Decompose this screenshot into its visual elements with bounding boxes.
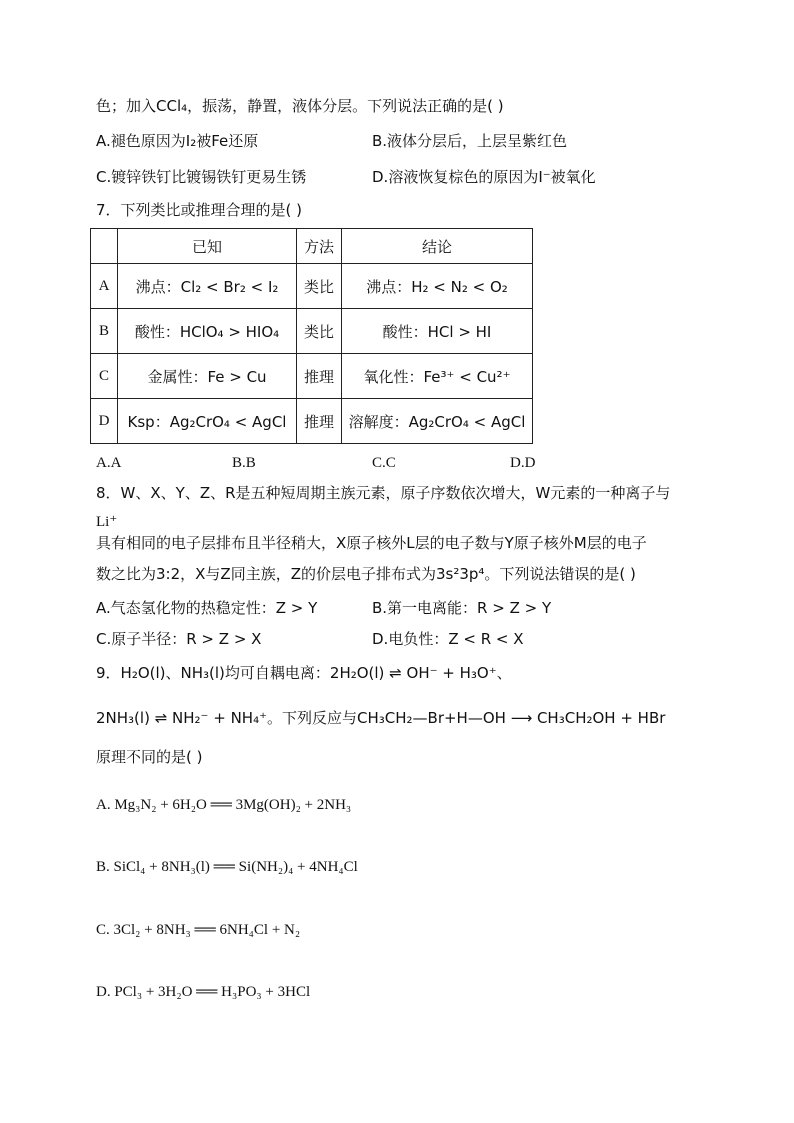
q8-option-a[interactable]: A.气态氢化物的热稳定性：Z > Y bbox=[96, 599, 318, 617]
q6-option-c[interactable]: C.镀锌铁钉比镀锡铁钉更易生锈 bbox=[96, 168, 307, 186]
q9-line-2: 2NH₃(l) ⇌ NH₂⁻ + NH₄⁺。下列反应与CH₃CH₂—Br+H—OH ⟶ CH₃CH₂OH + HBr bbox=[96, 709, 666, 727]
table-header-cell: 结论 bbox=[342, 229, 533, 264]
table-cell: 酸性：HCl > HI bbox=[342, 309, 533, 354]
table-cell: 推理 bbox=[297, 354, 342, 399]
q8-option-c[interactable]: C.原子半径：R > Z > X bbox=[96, 630, 262, 648]
q6-option-a[interactable]: A.褪色原因为I₂被Fe还原 bbox=[96, 132, 259, 150]
q9-line-1: 9．H₂O(l)、NH₃(l)均可自耦电离：2H₂O(l) ⇌ OH⁻ + H₃O⁺、 bbox=[96, 664, 512, 682]
q7-stem: 7．下列类比或推理合理的是( ) bbox=[96, 201, 303, 219]
table-header-cell: 方法 bbox=[297, 229, 342, 264]
q7-option-d[interactable]: D.D bbox=[510, 455, 536, 471]
q8-option-d[interactable]: D.电负性：Z < R < X bbox=[372, 630, 524, 648]
table-cell: 酸性：HClO₄ > HIO₄ bbox=[118, 309, 297, 354]
table-cell: 沸点：H₂ < N₂ < O₂ bbox=[342, 264, 533, 309]
q6-stem-tail: 色；加入CCl₄，振荡，静置，液体分层。下列说法正确的是( ) bbox=[96, 97, 504, 115]
table-cell: Ksp：Ag₂CrO₄ < AgCl bbox=[118, 399, 297, 444]
table-cell: 推理 bbox=[297, 399, 342, 444]
table-row bbox=[91, 309, 533, 354]
table-header-cell: 已知 bbox=[118, 229, 297, 264]
q9-line-3: 原理不同的是( ) bbox=[96, 748, 203, 766]
q9-option-a[interactable]: A. Mg₃N₂ + 6H₂O ══ 3Mg(OH)₂ + 2NH₃ bbox=[96, 797, 352, 813]
q9-option-c[interactable]: C. 3Cl₂ + 8NH₃ ══ 6NH₄Cl + N₂ bbox=[96, 922, 301, 938]
q9-option-d[interactable]: D. PCl₃ + 3H₂O ══ H₃PO₃ + 3HCl bbox=[96, 984, 311, 1000]
table-cell: D bbox=[91, 399, 118, 444]
q6-option-d[interactable]: D.溶液恢复棕色的原因为I⁻被氧化 bbox=[372, 168, 596, 186]
table-header-cell bbox=[91, 229, 118, 264]
table-cell: 溶解度：Ag₂CrO₄ < AgCl bbox=[342, 399, 533, 444]
q8-line-4: 数之比为3:2，X与Z同主族，Z的价层电子排布式为3s²3p⁴。下列说法错误的是( ) bbox=[96, 565, 636, 583]
table-cell: 类比 bbox=[297, 309, 342, 354]
q7-option-a[interactable]: A.A bbox=[96, 455, 122, 471]
table-row bbox=[91, 354, 533, 399]
q8-line-1: 8．W、X、Y、Z、R是五种短周期主族元素，原子序数依次增大，W元素的一种离子与 bbox=[96, 484, 671, 502]
q8-line-3: 具有相同的电子层排布且半径稍大，X原子核外L层的电子数与Y原子核外M层的电子 bbox=[96, 534, 647, 552]
q9-option-b[interactable]: B. SiCl₄ + 8NH₃(l) ══ Si(NH₂)₄ + 4NH₄Cl bbox=[96, 859, 358, 875]
table-cell: 氧化性：Fe³⁺ < Cu²⁺ bbox=[342, 354, 533, 399]
q8-option-b[interactable]: B.第一电离能：R > Z > Y bbox=[372, 599, 552, 617]
q7-table bbox=[90, 228, 533, 444]
table-cell: 类比 bbox=[297, 264, 342, 309]
q8-line-2: Li⁺ bbox=[96, 514, 118, 530]
table-row bbox=[91, 264, 533, 309]
q7-option-b[interactable]: B.B bbox=[232, 455, 256, 471]
table-cell: A bbox=[91, 264, 118, 309]
table-header-row bbox=[91, 229, 533, 264]
table-cell: 金属性：Fe > Cu bbox=[118, 354, 297, 399]
table-row bbox=[91, 399, 533, 444]
table-cell: C bbox=[91, 354, 118, 399]
q7-option-c[interactable]: C.C bbox=[372, 455, 396, 471]
q6-option-b[interactable]: B.液体分层后，上层呈紫红色 bbox=[372, 132, 568, 150]
table-cell: B bbox=[91, 309, 118, 354]
table-cell: 沸点：Cl₂ < Br₂ < I₂ bbox=[118, 264, 297, 309]
